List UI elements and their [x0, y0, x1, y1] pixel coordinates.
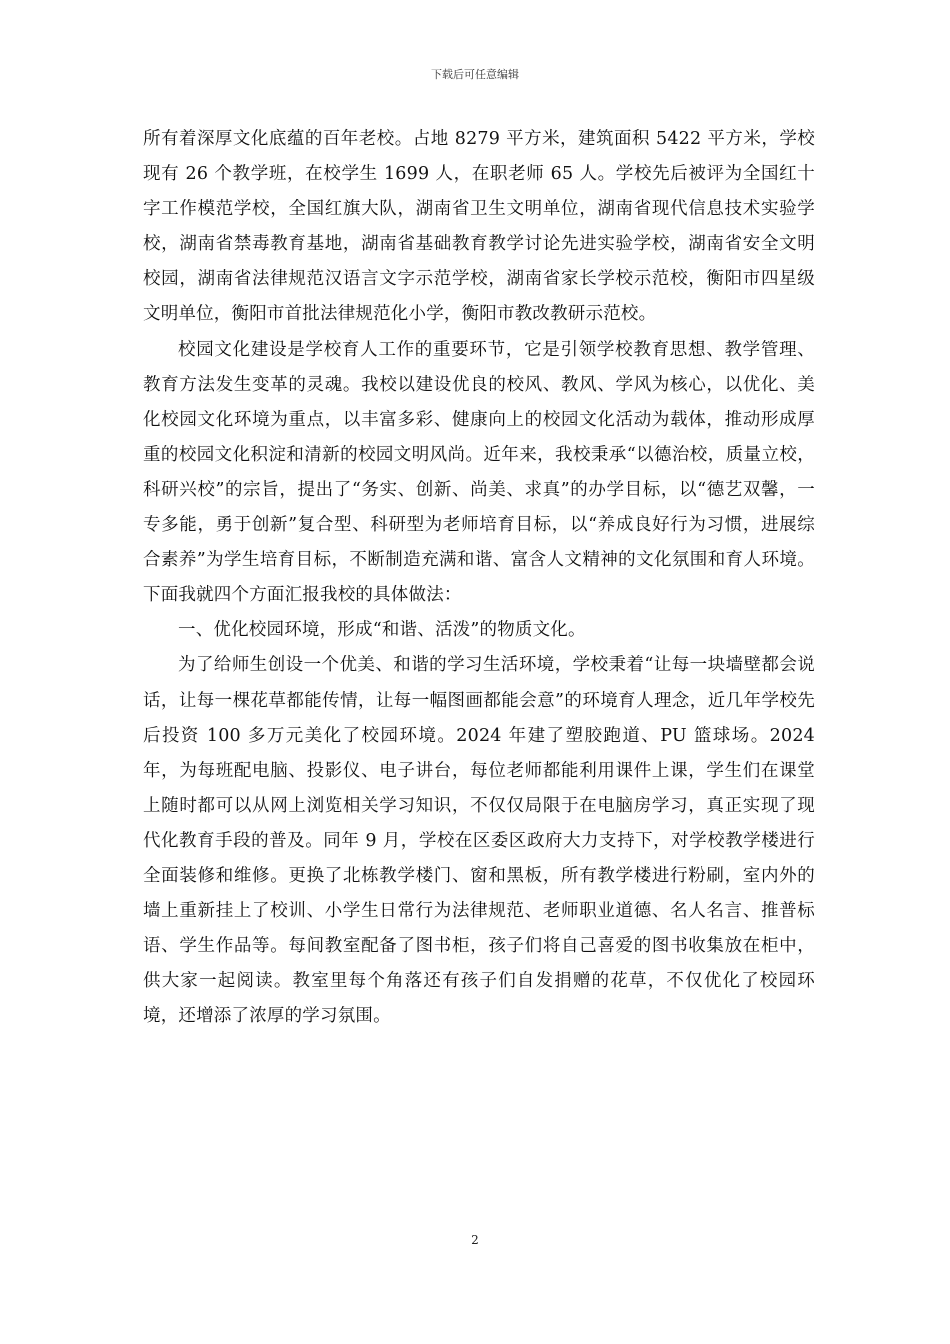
page-number: 2	[471, 1233, 479, 1247]
page-header: 下载后可任意编辑	[431, 68, 519, 81]
paragraph-campus-culture: 校园文化建设是学校育人工作的重要环节，它是引领学校教育思想、教学管理、教育方法发生变革的灵魂。我校以建设优良的校风、教风、学风为核心，以优化、美化校园文化环境为重点，以丰富多彩、健康向上的校园文化活动为载体，推动形成厚重的校园文化积淀和清新的校园文明风尚。近年来，我校秉承“以德治校，质量立校，科研兴校”的宗旨，提出了“务实、创新、尚美、求真”的办学目标，以“德艺双馨，一专多能，勇于创新”复合型、科研型为老师培育目标，以“养成良好行为习惯，进展综合素养”为学生培育目标，不断制造充满和谐、富含人文精神的文化氛围和育人环境。下面我就四个方面汇报我校的具体做法：	[143, 339, 815, 606]
paragraph-school-overview: 所有着深厚文化底蕴的百年老校。占地 8279 平方米，建筑面积 5422 平方米，学校现有 26 个教学班，在校学生 1699 人，在职老师 65 人。学校先后被评为全国红十字工作模范学校，全国红旗大队，湖南省卫生文明单位，湖南省现代信息技术实验学校，湖南省禁毒教育基地，湖南省基础教育教学讨论先进实验学校，湖南省安全文明校园，湖南省法律规范汉语言文字示范学校，湖南省家长学校示范校，衡阳市四星级文明单位，衡阳市首批法律规范化小学，衡阳市教改教研示范校。	[143, 129, 815, 325]
document-body	[143, 122, 815, 1034]
paragraph-environment: 为了给师生创设一个优美、和谐的学习生活环境，学校秉着“让每一块墙壁都会说话，让每一棵花草都能传情，让每一幅图画都能会意”的环境育人理念，近几年学校先后投资 100 多万元美化了校园环境。2024 年建了塑胶跑道、PU 篮球场。2024 年，为每班配电脑、投影仪、电子讲台，每位老师都能利用课件上课，学生们在课堂上随时都可以从网上浏览相关学习知识，不仅仅局限于在电脑房学习，真正实现了现代化教育手段的普及。同年 9 月，学校在区委区政府大力支持下，对学校教学楼进行全面装修和维修。更换了北栋教学楼门、窗和黑板，所有教学楼进行粉刷，室内外的墙上重新挂上了校训、小学生日常行为法律规范、老师职业道德、名人名言、推普标语、学生作品等。每间教室配备了图书柜，孩子们将自己喜爱的图书收集放在柜中，供大家一起阅读。教室里每个角落还有孩子们自发捐赠的花草，不仅优化了校园环境，还增添了浓厚的学习氛围。	[143, 655, 815, 1027]
section-heading-1: 一、优化校园环境，形成“和谐、活泼”的物质文化。	[178, 620, 586, 641]
